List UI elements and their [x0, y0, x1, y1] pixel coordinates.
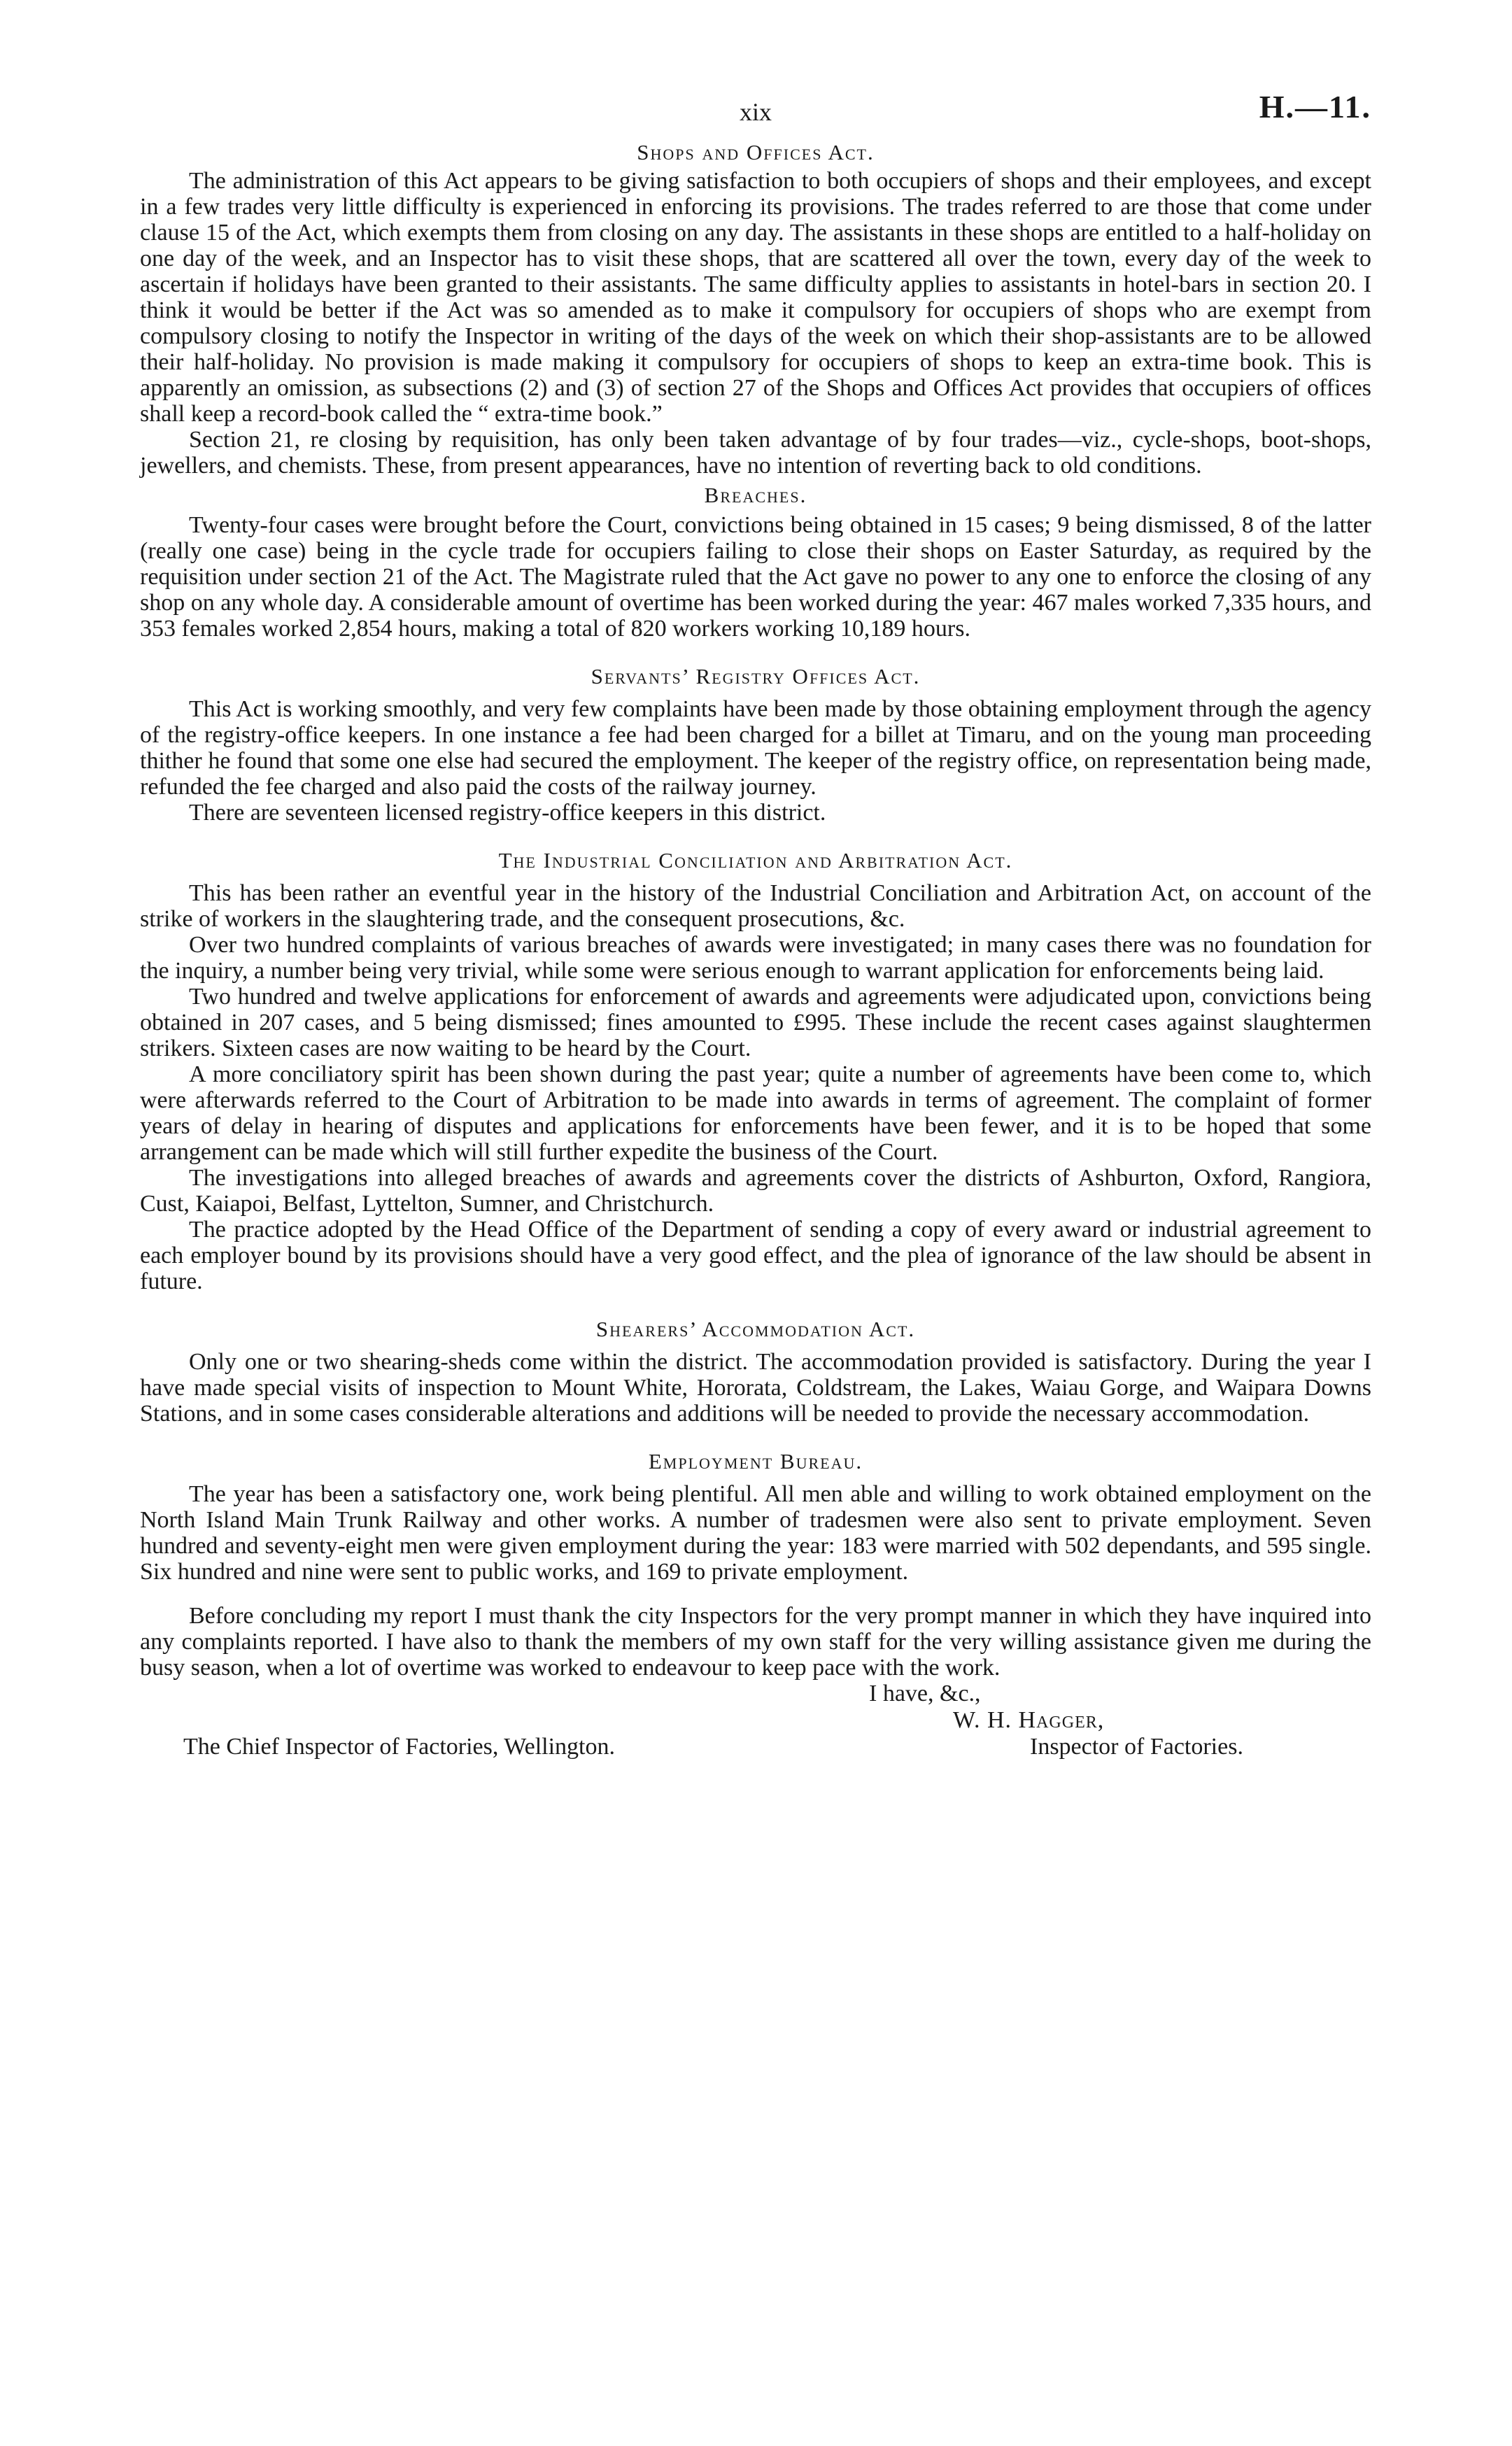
page-number: xix: [739, 98, 772, 126]
document-page: [140, 84, 1371, 1786]
closing-paragraph: Before concluding my report I must thank the city Inspectors for the very prompt manner in which they have inquired into any complaints reported. I have also to thank the members of my own staff for the very willing assistance given me during the busy season, when a lot of overtime was worked to endeavour to keep pace with the work.: [140, 1603, 1371, 1681]
salutation: I have, &c.,: [869, 1681, 981, 1706]
paragraph: Twenty-four cases were brought before the Court, convictions being obtained in 15 cases; 9 being dismissed, 8 of the latter (really one case) being in the cycle trade for occupiers failing to close their shops on Easter Saturday, as required by the requisition under section 21 of the Act. The Magistrate ruled that the Act gave no power to any one to enforce the closing of any shop on any whole day. A considerable amount of overtime has been worked during the year: 467 males worked 7,335 hours, and 353 females worked 2,854 hours, making a total of 820 workers working 10,189 hours.: [140, 512, 1371, 642]
paragraph: The administration of this Act appears to be giving satisfaction to both occupiers of shops and their employees, and except in a few trades very little difficulty is experienced in enforcing its provisions. The trades referred to are those that come under clause 15 of the Act, which exempts them from closing on any day. The assistants in these shops are entitled to a half-holiday on one day of the week, and an Inspector has to visit these shops, that are scattered all over the town, every day of the week to ascertain if holidays have been granted to their assistants. The same difficulty applies to assistants in hotel-bars in section 20. I think it would be better if the Act was so amended as to make it compulsory for occupiers of shops who are exempt from compulsory closing to notify the Inspector in writing of the days of the week on which their shop-assistants are to be allowed their half-holiday. No provision is made making it compulsory for occupiers of shops to keep an extra-time book. This is apparently an omission, as subsections (2) and (3) of section 27 of the Shops and Offices Act provides that occupiers of offices shall keep a record-book called the “ extra-time book.”: [140, 168, 1371, 427]
paragraph: Two hundred and twelve applications for enforcement of awards and agreements were adjudicated upon, convictions being obtained in 207 cases, and 5 being dismissed; fines amounted to £995. These include the recent cases against slaughtermen strikers. Sixteen cases are now waiting to be heard by the Court.: [140, 984, 1371, 1061]
addressee: The Chief Inspector of Factories, Wellington.: [183, 1734, 615, 1760]
paragraph: Over two hundred complaints of various breaches of awards were investigated; in many cases there was no foundation for the inquiry, a number being very trivial, while some were serious enough to warrant application for enforcements being laid.: [140, 932, 1371, 984]
section-shearers-accommodation-act: [140, 1315, 1371, 1427]
section-heading: Shearers’ Accommodation Act.: [595, 1317, 916, 1341]
paragraph: This Act is working smoothly, and very few complaints have been made by those obtaining employment through the agency of the registry-office keepers. In one instance a fee had been charged for a billet at Timaru, and on the young man proceeding thither he found that some one else had secured the employment. The keeper of the registry office, on representation being made, refunded the fee charged and also paid the costs of the railway journey.: [140, 696, 1371, 800]
sign-off: [140, 1681, 1371, 1786]
section-heading: Employment Bureau.: [648, 1449, 863, 1473]
signatory-title: Inspector of Factories.: [1030, 1734, 1243, 1760]
paragraph: A more conciliatory spirit has been shown during the past year; quite a number of agreements have been come to, which were afterwards referred to the Court of Arbitration to be made into awards in terms of agreement. The complaint of former years of delay in hearing of disputes and applications for enforcements have been fewer, and it is to be hoped that some arrangement can be made which will still further expedite the business of the Court.: [140, 1061, 1371, 1165]
paragraph: Only one or two shearing-sheds come within the district. The accommodation provided is satisfactory. During the year I have made special visits of inspection to Mount White, Hororata, Coldstream, the Lakes, Waiau Gorge, and Waipara Downs Stations, and in some cases considerable alterations and additions will be needed to provide the necessary accommodation.: [140, 1349, 1371, 1427]
section-employment-bureau: [140, 1448, 1371, 1585]
signatory-name: W. H. Hagger,: [953, 1707, 1105, 1733]
section-heading: Servants’ Registry Offices Act.: [591, 664, 921, 688]
document-reference: H.—11.: [1259, 89, 1371, 125]
paragraph: There are seventeen licensed registry-office keepers in this district.: [189, 800, 826, 826]
page-header: [140, 84, 1371, 133]
section-heading: The Industrial Conciliation and Arbitration Act.: [498, 848, 1013, 872]
section-breaches: [140, 481, 1371, 642]
paragraph: The practice adopted by the Head Office of the Department of sending a copy of every award or industrial agreement to each employer bound by its provisions should have a very good effect, and the plea of ignorance of the law should be absent in future.: [140, 1217, 1371, 1294]
section-shops-and-offices-act: [140, 139, 1371, 479]
paragraph: Section 21, re closing by requisition, has only been taken advantage of by four trades—viz., cycle-shops, boot-shops, jewellers, and chemists. These, from present appearances, have no intention of reverting back to old conditions.: [140, 427, 1371, 479]
paragraph: The investigations into alleged breaches of awards and agreements cover the districts of Ashburton, Oxford, Rangiora, Cust, Kaiapoi, Belfast, Lyttelton, Sumner, and Christchurch.: [140, 1165, 1371, 1217]
section-heading: Shops and Offices Act.: [637, 140, 875, 164]
section-servants-registry-offices-act: [140, 663, 1371, 826]
paragraph: The year has been a satisfactory one, work being plentiful. All men able and willing to work obtained employment on the North Island Main Trunk Railway and other works. A number of tradesmen were also sent to private employment. Seven hundred and seventy-eight men were given employment during the year: 183 were married with 502 dependants, and 595 single. Six hundred and nine were sent to public works, and 169 to private employment.: [140, 1481, 1371, 1585]
section-industrial-conciliation-act: [140, 847, 1371, 1294]
section-heading: Breaches.: [704, 483, 807, 507]
paragraph: This has been rather an eventful year in the history of the Industrial Conciliation and Arbitration Act, on account of the strike of workers in the slaughtering trade, and the consequent prosecutions, &c.: [140, 880, 1371, 932]
